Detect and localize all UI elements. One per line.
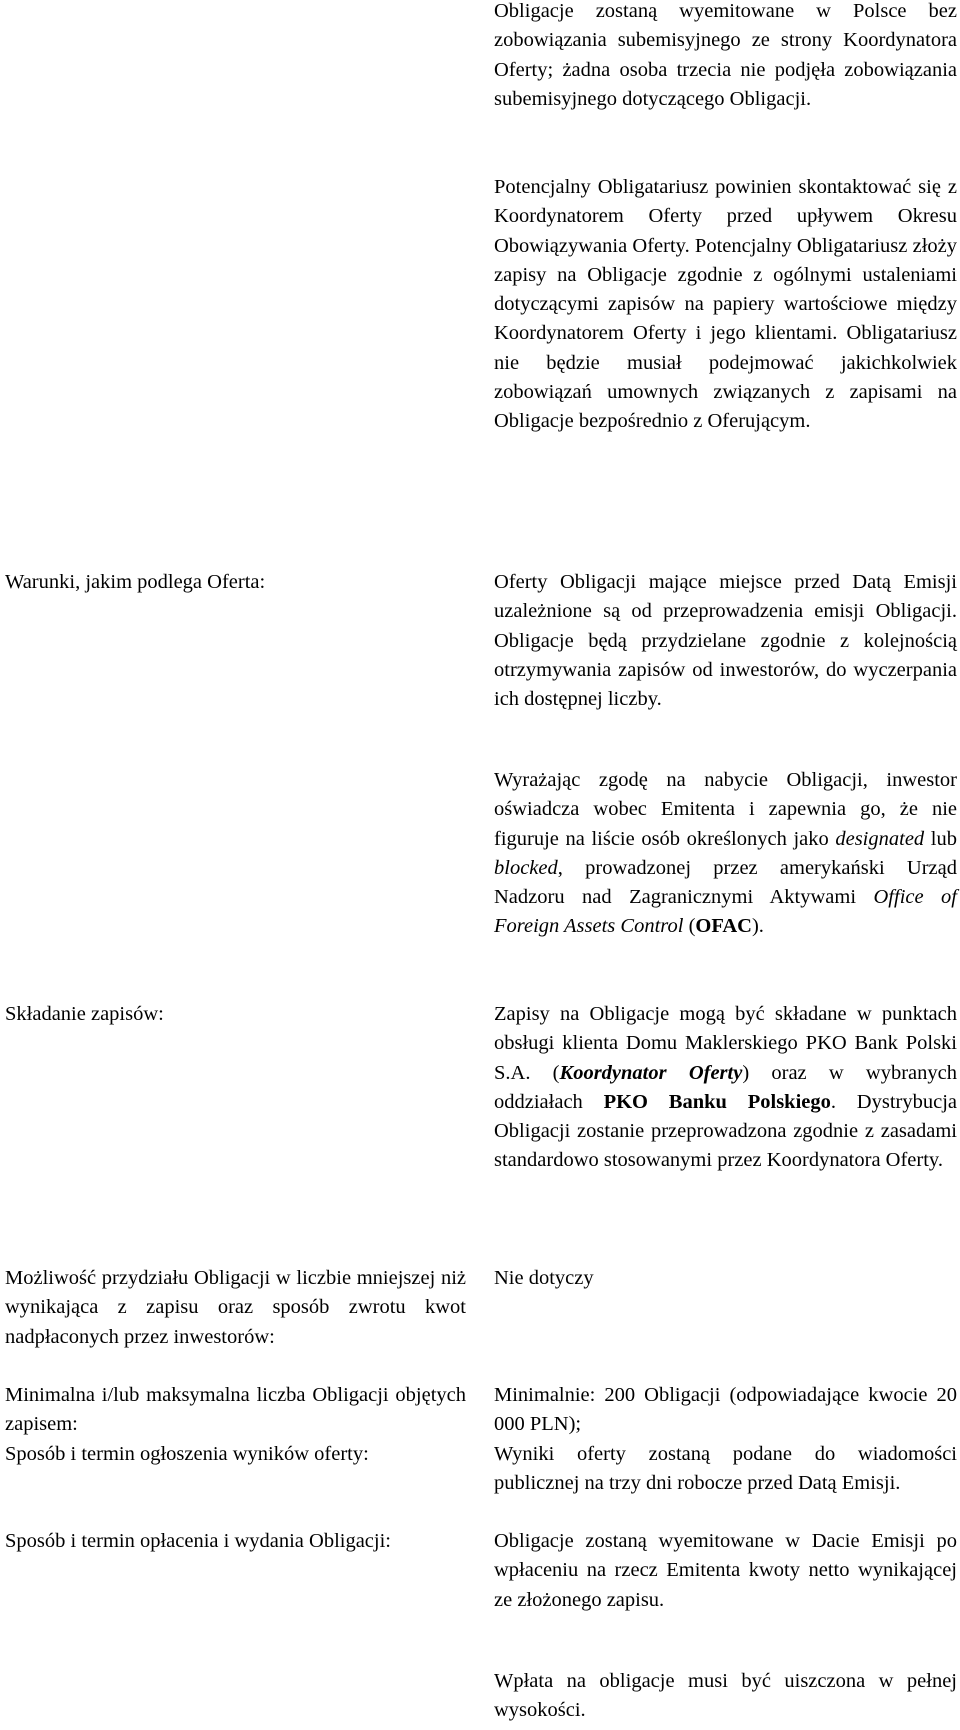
allotment-label: Możliwość przydziału Obligacji w liczbie mniejszej niż wynikająca z zapisu oraz sposób zwrotu kwot nadpłaconych przez inwestorów: <box>5 1267 466 1348</box>
underwriting-paragraph: Obligacje zostaną wyemitowane w Polsce bez zobowiązania subemisyjnego ze strony Koordynatora Oferty; żadna osoba trzecia nie podjęła zobowiązania subemisyjnego dotyczącego Obligacji. <box>494 0 957 110</box>
pko-bank-name: PKO Banku Polskiego <box>603 1090 831 1113</box>
allotment-text: Nie dotyczy <box>494 1267 594 1289</box>
payment-delivery-text-1: Obligacje zostaną wyemitowane w Dacie Emisji po wpłaceniu na rzecz Emitenta kwoty netto wynikającej ze złożonego zapisu. <box>494 1530 957 1611</box>
payment-delivery-text-2: Wpłata na obligacje musi być uiszczona w pełnej wysokości. <box>494 1670 957 1722</box>
ofac-text-1: Wyrażając zgodę na nabycie Obligacji, inwestor oświadcza wobec Emitenta i zapewnia go, że nie figuruje na liście osób określonych jako <box>494 769 957 850</box>
subscription-submission-text <box>494 1000 957 1176</box>
results-announcement-label: Sposób i termin ogłoszenia wyników oferty: <box>5 1443 369 1465</box>
ofac-text-2: lub <box>924 827 957 850</box>
ofac-text-4: ( <box>683 915 696 938</box>
contact-coordinator-paragraph: Potencjalny Obligatariusz powinien skontaktować się z Koordynatorem Oferty przed upływem Okresu Obowiązywania Oferty. Potencjalny Obligatariusz złoży zapisy na Obligacje zgodnie z ogólnymi ustaleniami dotyczącymi zapisów na papiery wartościowe między Koordynatorem Oferty i jego klientami. Obligatariusz nie będzie musiał podejmować jakichkolwiek zobowiązań umownych związanych z zapisami na Obligacje bezpośrednio z Oferującym. <box>494 176 957 433</box>
designated-term: designated <box>835 827 925 850</box>
subscription-text-3: . Dystrybucja Obligacji zostanie przeprowadzona zgodnie z zasadami standardowo stosowanymi przez Koordynatora Oferty. <box>494 1090 957 1172</box>
coordinator-term: Koordynator Oferty <box>559 1061 743 1084</box>
payment-delivery-label: Sposób i termin opłacenia i wydania Obligacji: <box>5 1530 391 1552</box>
offer-conditions-text: Oferty Obligacji mające miejsce przed Datą Emisji uzależnione są od przeprowadzenia emisji Obligacji. Obligacje będą przydzielane zgodnie z kolejnością otrzymywania zapisów od inwestorów, do wyczerpania ich dostępnej liczby. <box>494 571 957 711</box>
ofac-statement-paragraph <box>494 766 957 942</box>
subscription-submission-label: Składanie zapisów: <box>5 1003 164 1025</box>
offer-conditions-label: Warunki, jakim podlega Oferta: <box>5 571 266 593</box>
blocked-term: blocked <box>494 856 558 879</box>
min-max-label: Minimalna i/lub maksymalna liczba Obligacji objętych zapisem: <box>5 1384 466 1436</box>
office-of-foreign-assets-control: Office of Foreign Assets Control <box>494 886 957 938</box>
results-announcement-text: Wyniki oferty zostaną podane do wiadomości publicznej na trzy dni robocze przed Datą Emisji. <box>494 1443 957 1495</box>
ofac-text-3: , prowadzonej przez amerykański Urząd Nadzoru nad Zagranicznymi Aktywami <box>494 856 957 909</box>
subscription-text-2: ) oraz w wybranych oddziałach <box>494 1061 957 1113</box>
subscription-text-1: Zapisy na Obligacje mogą być składane w punktach obsługi klienta Domu Maklerskiego PKO Bank Polski S.A. ( <box>494 1003 957 1084</box>
min-max-text: Minimalnie: 200 Obligacji (odpowiadające kwocie 20 000 PLN); <box>494 1384 957 1436</box>
ofac-text-5: ). <box>751 915 764 938</box>
ofac-acronym: OFAC <box>695 915 752 938</box>
